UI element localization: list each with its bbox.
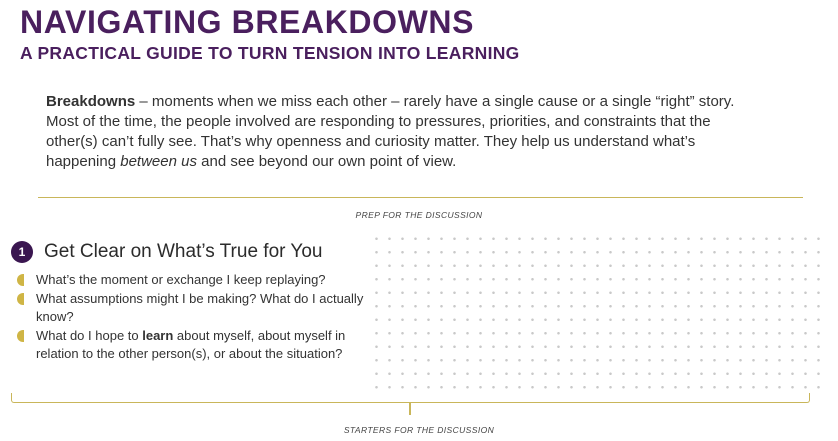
prep-section-label: PREP FOR THE DISCUSSION	[355, 210, 483, 220]
section-divider	[38, 197, 803, 198]
starters-section-label: STARTERS FOR THE DISCUSSION	[343, 425, 495, 435]
question-text: What assumptions might I be making? What do I actually know?	[36, 291, 364, 324]
question-text-before: What do I hope to	[36, 328, 143, 343]
intro-text-part1: – moments when we miss each other – rarely have a single cause or a single “right” story. Most of the time, the people involved are responding to pressures, priorities, and constraints that the other(s) can’t fully see. That’s why openness and curiosity matter. They help us understand what’s happening	[46, 93, 735, 170]
question-text: What’s the moment or exchange I keep replaying?	[36, 272, 326, 287]
question-text-after: about myself, about myself in relation to the other person(s), or about the situation?	[36, 328, 346, 361]
half-circle-bullet-icon	[17, 293, 24, 305]
dotted-notes-area	[370, 232, 825, 392]
question-list	[16, 271, 376, 364]
page-subtitle: A PRACTICAL GUIDE TO TURN TENSION INTO LEARNING	[20, 43, 520, 63]
list-item	[16, 290, 376, 326]
list-item	[16, 327, 376, 363]
page-title: NAVIGATING BREAKDOWNS	[20, 4, 475, 40]
section-bracket	[11, 393, 810, 403]
half-circle-bullet-icon	[17, 274, 24, 286]
intro-term: Breakdowns	[46, 93, 136, 110]
step-title: Get Clear on What’s True for You	[44, 241, 323, 262]
intro-paragraph	[46, 92, 746, 172]
intro-emphasis: between us	[120, 153, 197, 170]
question-bold-word: learn	[142, 328, 174, 343]
list-item	[16, 271, 376, 289]
intro-text-part2: and see beyond our own point of view.	[196, 153, 457, 170]
half-circle-bullet-icon	[17, 330, 24, 342]
step-number-badge: 1	[11, 241, 33, 263]
bracket-center-tick	[409, 403, 411, 415]
